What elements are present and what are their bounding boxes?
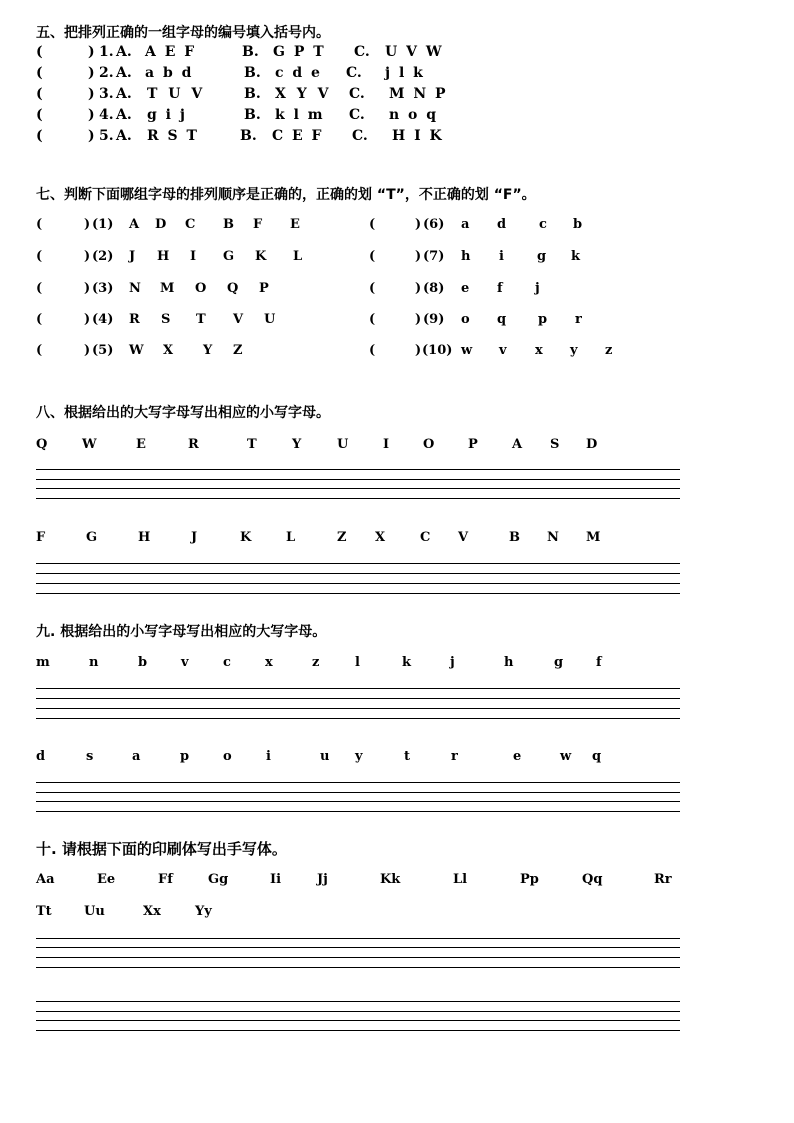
option-c-value: M N P (389, 86, 448, 102)
letter: Q (227, 281, 239, 296)
letter-pair: Aa (36, 872, 55, 887)
uppercase-letter: F (36, 530, 46, 545)
lowercase-letter: d (36, 749, 46, 764)
uppercase-letter: R (188, 437, 199, 452)
letter: R (129, 312, 140, 327)
letter: B (223, 217, 234, 232)
writing-line (36, 583, 680, 584)
uppercase-letter: B (509, 530, 520, 545)
option-b-value: X Y V (275, 86, 332, 102)
letter-pair: Tt (36, 904, 52, 919)
uppercase-letter: D (586, 437, 598, 452)
letter-pair: Uu (84, 904, 105, 919)
answer-paren-close: ) (415, 217, 422, 232)
uppercase-letter: W (82, 437, 97, 452)
answer-paren-open[interactable]: ( (36, 312, 43, 327)
writing-line (36, 967, 680, 968)
answer-paren-close: ) (88, 128, 95, 144)
uppercase-letter: M (586, 530, 601, 545)
letter: f (497, 281, 503, 296)
option-a-value: T U V (147, 86, 206, 102)
option-b-value: C E F (272, 128, 324, 144)
letter: W (129, 343, 144, 358)
option-c-label: C. (354, 44, 370, 60)
letter: c (539, 217, 547, 232)
letter: G (223, 249, 235, 264)
answer-paren-open[interactable]: ( (36, 281, 43, 296)
lowercase-letter: x (265, 655, 273, 670)
lowercase-letter: k (402, 655, 412, 670)
letter: Z (233, 343, 243, 358)
letter: h (461, 249, 471, 264)
letter-pair: Qq (582, 872, 603, 887)
lowercase-letter: z (312, 655, 320, 670)
option-a-value: A E F (145, 44, 197, 60)
option-b-label: B. (244, 65, 261, 81)
letter: z (605, 343, 613, 358)
lowercase-letter: e (513, 749, 522, 764)
question-number: 1. (99, 44, 114, 60)
uppercase-letter: A (512, 437, 523, 452)
section-7-title: 七、判断下面哪组字母的排列顺序是正确的，正确的划 “T”，不正确的划 “F”。 (36, 187, 536, 203)
writing-line (36, 593, 680, 594)
option-a-label: A. (116, 44, 132, 60)
lowercase-letter: h (504, 655, 514, 670)
letter: U (264, 312, 276, 327)
letter: e (461, 281, 470, 296)
answer-paren-open[interactable]: ( (369, 249, 376, 264)
lowercase-letter: i (266, 749, 271, 764)
letter: i (499, 249, 504, 264)
lowercase-letter: c (223, 655, 231, 670)
question-number: 3. (99, 86, 114, 102)
letter: P (259, 281, 269, 296)
answer-paren-close: ) (84, 249, 91, 264)
option-a-label: A. (116, 107, 132, 123)
writing-line (36, 469, 680, 470)
uppercase-letter: P (468, 437, 478, 452)
letter-pair: Rr (654, 872, 672, 887)
uppercase-letter: I (383, 437, 390, 452)
option-c-value: n o q (389, 107, 439, 123)
item-number: (6) (423, 217, 445, 232)
lowercase-letter: j (450, 655, 455, 670)
writing-line (36, 811, 680, 812)
answer-paren-open[interactable]: ( (36, 44, 43, 60)
item-number: (3) (92, 281, 114, 296)
letter: x (535, 343, 543, 358)
lowercase-letter: p (180, 749, 190, 764)
writing-line (36, 1001, 680, 1002)
section-10-title: 十. 请根据下面的印刷体写出手写体。 (36, 840, 287, 858)
lowercase-letter: b (138, 655, 148, 670)
answer-paren-close: ) (84, 312, 91, 327)
letter-pair: Ll (453, 872, 468, 887)
letter-pair: Ee (97, 872, 116, 887)
lowercase-letter: o (223, 749, 232, 764)
letter: a (461, 217, 470, 232)
option-b-label: B. (242, 44, 259, 60)
letter: q (497, 312, 507, 327)
answer-paren-close: ) (415, 343, 422, 358)
writing-line (36, 1011, 680, 1012)
letter: A (129, 217, 140, 232)
writing-line (36, 957, 680, 958)
letter-pair: Kk (380, 872, 401, 887)
writing-line (36, 498, 680, 499)
item-number: (1) (92, 217, 114, 232)
letter: L (293, 249, 303, 264)
option-b-value: k l m (275, 107, 325, 123)
section-5-title: 五、把排列正确的一组字母的编号填入括号内。 (36, 25, 330, 41)
letter: p (538, 312, 548, 327)
lowercase-letter: u (320, 749, 330, 764)
writing-line (36, 792, 680, 793)
question-number: 5. (99, 128, 114, 144)
item-number: (8) (423, 281, 445, 296)
answer-paren-close: ) (84, 217, 91, 232)
answer-paren-open[interactable]: ( (36, 65, 43, 81)
answer-paren-open[interactable]: ( (36, 86, 43, 102)
option-c-label: C. (352, 128, 368, 144)
option-b-value: G P T (273, 44, 326, 60)
lowercase-letter: t (404, 749, 411, 764)
uppercase-letter: Q (36, 437, 48, 452)
item-number: (4) (92, 312, 114, 327)
letter: D (155, 217, 167, 232)
uppercase-letter: N (547, 530, 559, 545)
answer-paren-close: ) (84, 281, 91, 296)
option-a-value: a b d (145, 65, 194, 81)
letter: N (129, 281, 141, 296)
option-c-label: C. (346, 65, 362, 81)
uppercase-letter: S (550, 437, 560, 452)
uppercase-letter: G (86, 530, 98, 545)
writing-line (36, 1030, 680, 1031)
uppercase-letter: Y (292, 437, 302, 452)
letter: I (190, 249, 197, 264)
item-number: (5) (92, 343, 114, 358)
writing-line (36, 718, 680, 719)
item-number: (10) (422, 343, 453, 358)
letter: k (571, 249, 581, 264)
answer-paren-close: ) (88, 44, 95, 60)
answer-paren-open[interactable]: ( (36, 249, 43, 264)
letter-pair: Ff (158, 872, 173, 887)
letter-pair: Yy (195, 904, 212, 919)
letter: M (160, 281, 175, 296)
uppercase-letter: L (286, 530, 296, 545)
uppercase-letter: H (138, 530, 151, 545)
letter: T (196, 312, 206, 327)
writing-line (36, 479, 680, 480)
lowercase-letter: q (592, 749, 602, 764)
writing-line (36, 1020, 680, 1021)
uppercase-letter: V (458, 530, 469, 545)
letter-pair: Gg (208, 872, 229, 887)
writing-line (36, 708, 680, 709)
option-c-value: U V W (385, 44, 444, 60)
writing-line (36, 563, 680, 564)
writing-line (36, 573, 680, 574)
lowercase-letter: g (554, 655, 564, 670)
answer-paren-close: ) (415, 281, 422, 296)
letter: S (161, 312, 171, 327)
lowercase-letter: v (181, 655, 189, 670)
letter: b (573, 217, 583, 232)
option-a-label: A. (116, 128, 132, 144)
letter-pair: Ii (270, 872, 282, 887)
writing-line (36, 801, 680, 802)
lowercase-letter: r (451, 749, 458, 764)
option-b-label: B. (240, 128, 257, 144)
question-number: 4. (99, 107, 114, 123)
letter: g (537, 249, 547, 264)
uppercase-letter: E (136, 437, 146, 452)
uppercase-letter: K (240, 530, 252, 545)
letter-pair: Pp (520, 872, 539, 887)
uppercase-letter: J (191, 530, 198, 545)
answer-paren-open[interactable]: ( (369, 343, 376, 358)
writing-line (36, 782, 680, 783)
option-b-label: B. (244, 107, 261, 123)
letter: J (129, 249, 136, 264)
letter: w (461, 343, 473, 358)
item-number: (2) (92, 249, 114, 264)
answer-paren-open[interactable]: ( (36, 343, 43, 358)
lowercase-letter: f (596, 655, 602, 670)
letter: d (497, 217, 507, 232)
letter-pair: Jj (317, 872, 328, 887)
answer-paren-open[interactable]: ( (369, 312, 376, 327)
item-number: (9) (423, 312, 445, 327)
item-number: (7) (423, 249, 445, 264)
uppercase-letter: T (247, 437, 257, 452)
answer-paren-open[interactable]: ( (36, 217, 43, 232)
answer-paren-close: ) (88, 86, 95, 102)
option-a-value: g i j (147, 107, 187, 123)
answer-paren-close: ) (415, 249, 422, 264)
lowercase-letter: m (36, 655, 50, 670)
option-c-label: C. (349, 107, 365, 123)
answer-paren-close: ) (88, 65, 95, 81)
writing-line (36, 938, 680, 939)
letter: v (499, 343, 507, 358)
lowercase-letter: n (89, 655, 99, 670)
lowercase-letter: l (355, 655, 360, 670)
letter: X (163, 343, 174, 358)
letter-pair: Xx (143, 904, 161, 919)
lowercase-letter: y (355, 749, 363, 764)
answer-paren-close: ) (88, 107, 95, 123)
option-a-value: R S T (147, 128, 199, 144)
option-c-value: j l k (385, 65, 425, 81)
lowercase-letter: s (86, 749, 94, 764)
letter: F (253, 217, 263, 232)
section-8-title: 八、根据给出的大写字母写出相应的小写字母。 (36, 405, 330, 421)
letter: y (570, 343, 578, 358)
writing-line (36, 488, 680, 489)
answer-paren-open[interactable]: ( (36, 107, 43, 123)
writing-line (36, 947, 680, 948)
option-a-label: A. (116, 86, 132, 102)
lowercase-letter: w (560, 749, 572, 764)
uppercase-letter: U (337, 437, 349, 452)
letter: V (233, 312, 244, 327)
uppercase-letter: Z (337, 530, 347, 545)
letter: C (185, 217, 196, 232)
option-b-label: B. (244, 86, 261, 102)
letter: j (535, 281, 540, 296)
letter: O (195, 281, 207, 296)
answer-paren-close: ) (415, 312, 422, 327)
option-c-label: C. (349, 86, 365, 102)
writing-line (36, 688, 680, 689)
section-9-title: 九. 根据给出的小写字母写出相应的大写字母。 (36, 624, 327, 640)
letter: r (575, 312, 582, 327)
uppercase-letter: X (375, 530, 386, 545)
question-number: 2. (99, 65, 114, 81)
uppercase-letter: C (420, 530, 431, 545)
answer-paren-open[interactable]: ( (369, 281, 376, 296)
option-a-label: A. (116, 65, 132, 81)
answer-paren-close: ) (84, 343, 91, 358)
letter: E (290, 217, 300, 232)
option-c-value: H I K (392, 128, 444, 144)
uppercase-letter: O (423, 437, 435, 452)
answer-paren-open[interactable]: ( (36, 128, 43, 144)
writing-line (36, 698, 680, 699)
letter: K (255, 249, 267, 264)
letter: o (461, 312, 470, 327)
option-b-value: c d e (275, 65, 322, 81)
letter: H (157, 249, 170, 264)
letter: Y (203, 343, 213, 358)
lowercase-letter: a (132, 749, 141, 764)
answer-paren-open[interactable]: ( (369, 217, 376, 232)
